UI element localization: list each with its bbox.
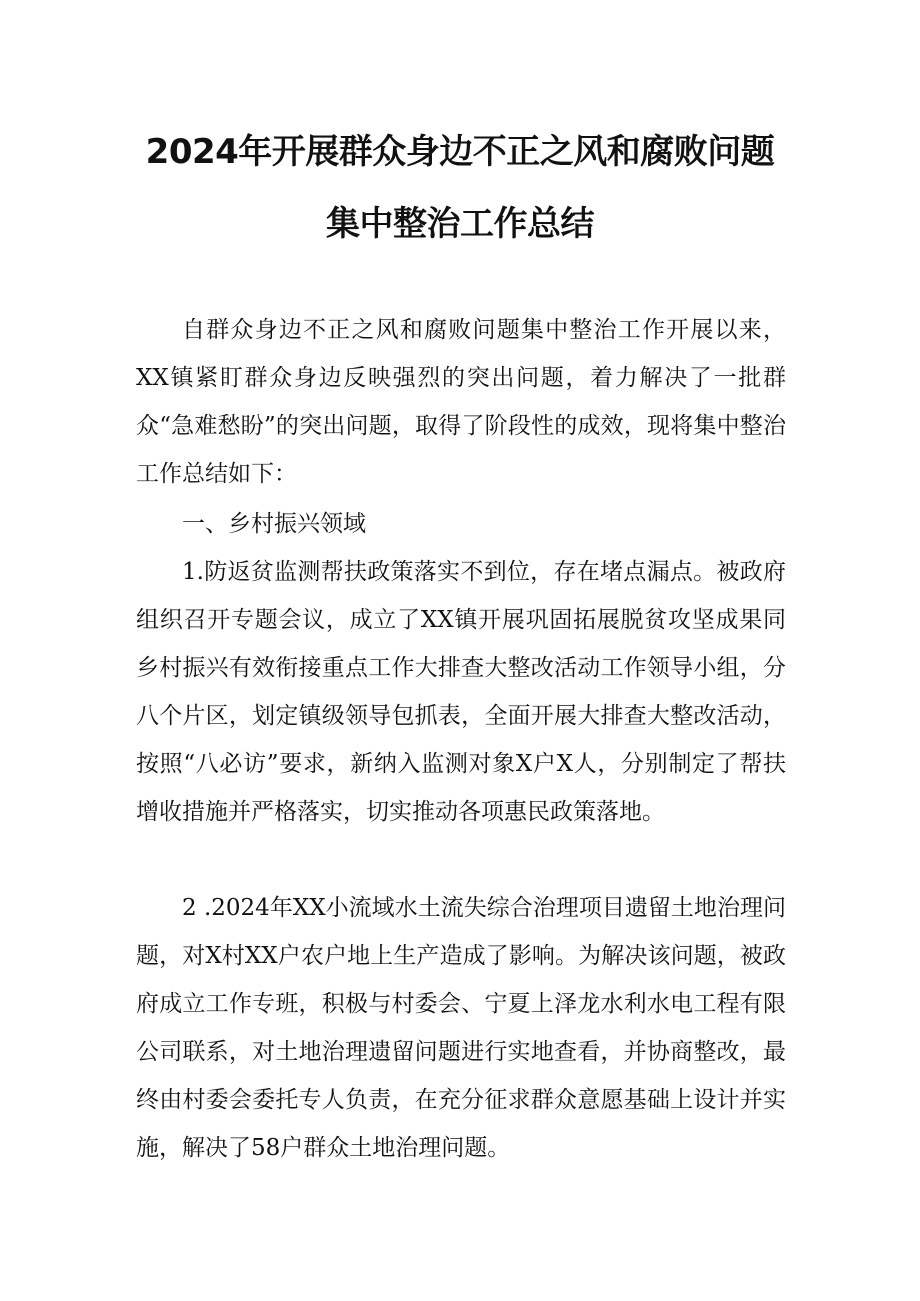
section-1-heading: 一、乡村振兴领域 — [182, 511, 366, 537]
item-1-block — [136, 548, 786, 836]
intro-paragraph: 自群众身边不正之风和腐败问题集中整治工作开展以来，XX镇紧盯群众身边反映强烈的突出问题，着力解决了一批群众“急难愁盼”的突出问题，取得了阶段性的成效，现将集中整治工作总结如下： — [136, 317, 786, 487]
item-2-paragraph: 2 .2024年XX小流域水土流失综合治理项目遗留土地治理问题，对X村XX户农户地上生产造成了影响。为解决该问题，被政府成立工作专班，积极与村委会、宁夏上泽龙水利水电工程有限公司联系，对土地治理遗留问题进行实地查看，并协商整改，最终由村委会委托专人负责，在充分征求群众意愿基础上设计并实施，解决了58户群众土地治理问题。 — [136, 895, 786, 1161]
document-title-line-1: 2024年开展群众身边不正之风和腐败问题 — [145, 132, 775, 172]
intro-block — [136, 306, 786, 498]
section-heading-block — [136, 500, 786, 548]
document-title-line-2: 集中整治工作总结 — [326, 204, 594, 244]
item-1-paragraph: 1.防返贫监测帮扶政策落实不到位，存在堵点漏点。被政府组织召开专题会议，成立了XX镇开展巩固拓展脱贫攻坚成果同乡村振兴有效衔接重点工作大排查大整改活动工作领导小组，分八个片区，划定镇级领导包抓表，全面开展大排查大整改活动，按照“八必访”要求，新纳入监测对象X户X人，分别制定了帮扶增收措施并严格落实，切实推动各项惠民政策落地。 — [136, 559, 786, 825]
item-2-block — [136, 884, 786, 1172]
